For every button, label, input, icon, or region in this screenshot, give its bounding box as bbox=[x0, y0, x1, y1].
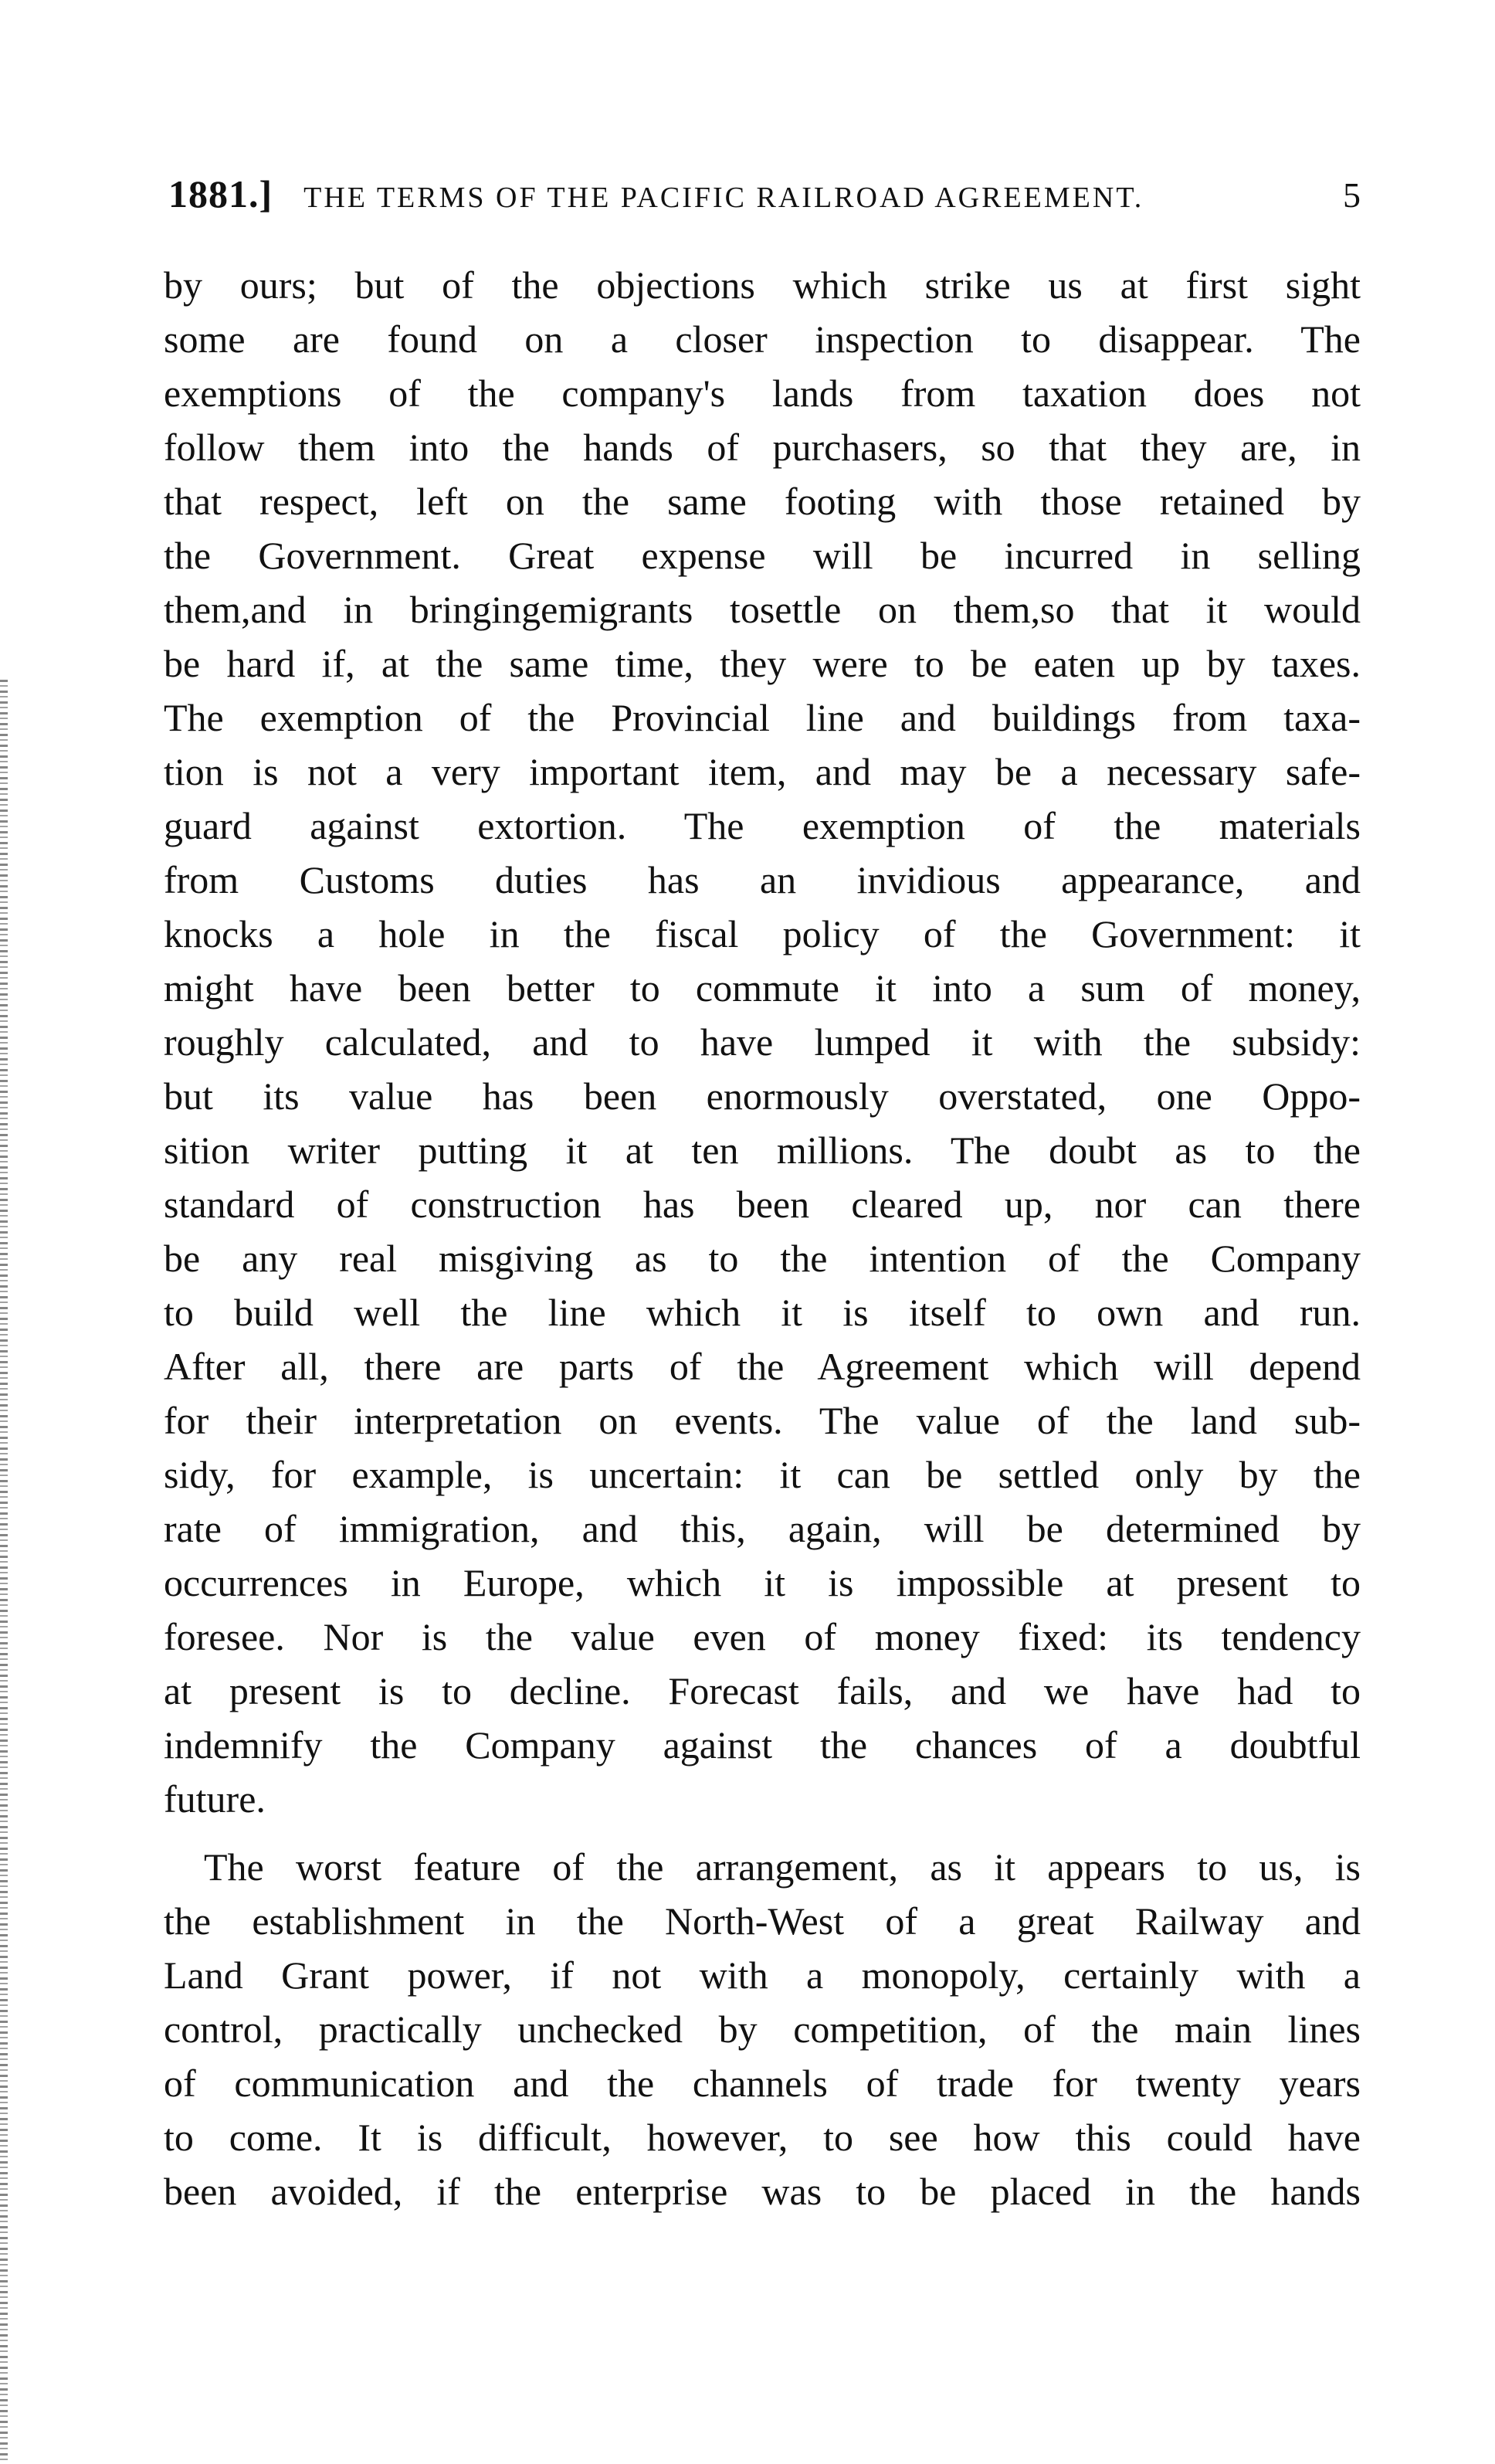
text-line: of communication and the channels of trade for twenty years bbox=[164, 2062, 1361, 2105]
paragraph bbox=[164, 258, 1361, 1826]
text-line: Land Grant power, if not with a monopoly, certainly with a bbox=[164, 1953, 1361, 1997]
running-head bbox=[168, 171, 1361, 226]
text-line: occurrences in Europe, which it is impossible at present to bbox=[164, 1561, 1361, 1604]
body-text bbox=[164, 258, 1361, 2218]
text-line: guard against extortion. The exemption of the materials bbox=[164, 804, 1361, 847]
text-line: that respect, left on the same footing with those retained by bbox=[164, 480, 1361, 523]
text-line: After all, there are parts of the Agreement which will depend bbox=[164, 1345, 1361, 1388]
text-line: tion is not a very important item, and may be a necessary safe- bbox=[164, 750, 1361, 793]
page-number: 5 bbox=[1343, 175, 1361, 215]
text-line: but its value has been enormously overstated, one Oppo- bbox=[164, 1074, 1361, 1118]
text-line: them,and in bringingemigrants tosettle on them,so that it would bbox=[164, 588, 1361, 631]
text-line: might have been better to commute it into a sum of money, bbox=[164, 966, 1361, 1010]
text-line: for their interpretation on events. The value of the land sub- bbox=[164, 1399, 1361, 1442]
text-line: control, practically unchecked by competition, of the main lines bbox=[164, 2008, 1361, 2051]
text-line: foresee. Nor is the value even of money fixed: its tendency bbox=[164, 1615, 1361, 1658]
text-line: sidy, for example, is uncertain: it can be settled only by the bbox=[164, 1453, 1361, 1496]
text-line: standard of construction has been cleared up, nor can there bbox=[164, 1183, 1361, 1226]
text-line: been avoided, if the enterprise was to be placed in the hands bbox=[164, 2170, 1361, 2213]
text-line: knocks a hole in the fiscal policy of the Government: it bbox=[164, 912, 1361, 955]
text-line: by ours; but of the objections which strike us at first sight bbox=[164, 263, 1361, 307]
text-line: at present is to decline. Forecast fails, and we have had to bbox=[164, 1669, 1361, 1712]
text-line: roughly calculated, and to have lumped it with the subsidy: bbox=[164, 1020, 1361, 1064]
text-line: to come. It is difficult, however, to see how this could have bbox=[164, 2116, 1361, 2159]
text-line: rate of immigration, and this, again, will be determined by bbox=[164, 1507, 1361, 1550]
text-line: the Government. Great expense will be incurred in selling bbox=[164, 534, 1361, 577]
paragraph bbox=[164, 1840, 1361, 2218]
paragraph-gap bbox=[164, 1826, 1361, 1840]
text-line: some are found on a closer inspection to disappear. The bbox=[164, 317, 1361, 361]
text-line: to build well the line which it is itself to own and run. bbox=[164, 1291, 1361, 1334]
text-line: sition writer putting it at ten millions. The doubt as to the bbox=[164, 1128, 1361, 1172]
text-line: follow them into the hands of purchasers, so that they are, in bbox=[164, 426, 1361, 469]
text-line: from Customs duties has an invidious appearance, and bbox=[164, 858, 1361, 901]
text-line: indemnify the Company against the chances of a doubtful bbox=[164, 1723, 1361, 1767]
text-line: be any real misgiving as to the intention of the Company bbox=[164, 1237, 1361, 1280]
running-head-title: THE TERMS OF THE PACIFIC RAILROAD AGREEMENT. bbox=[303, 182, 1144, 214]
text-line: be hard if, at the same time, they were to be eaten up by taxes. bbox=[164, 642, 1361, 685]
binding-edge bbox=[0, 680, 8, 2464]
text-line: future. bbox=[164, 1777, 266, 1821]
text-line: the establishment in the North-West of a great Railway and bbox=[164, 1899, 1361, 1943]
text-line: The exemption of the Provincial line and buildings from taxa- bbox=[164, 696, 1361, 739]
text-line: The worst feature of the arrangement, as it appears to us, is bbox=[204, 1845, 1361, 1889]
text-line: exemptions of the company's lands from taxation does not bbox=[164, 372, 1361, 415]
running-head-year: 1881.] bbox=[168, 172, 273, 216]
